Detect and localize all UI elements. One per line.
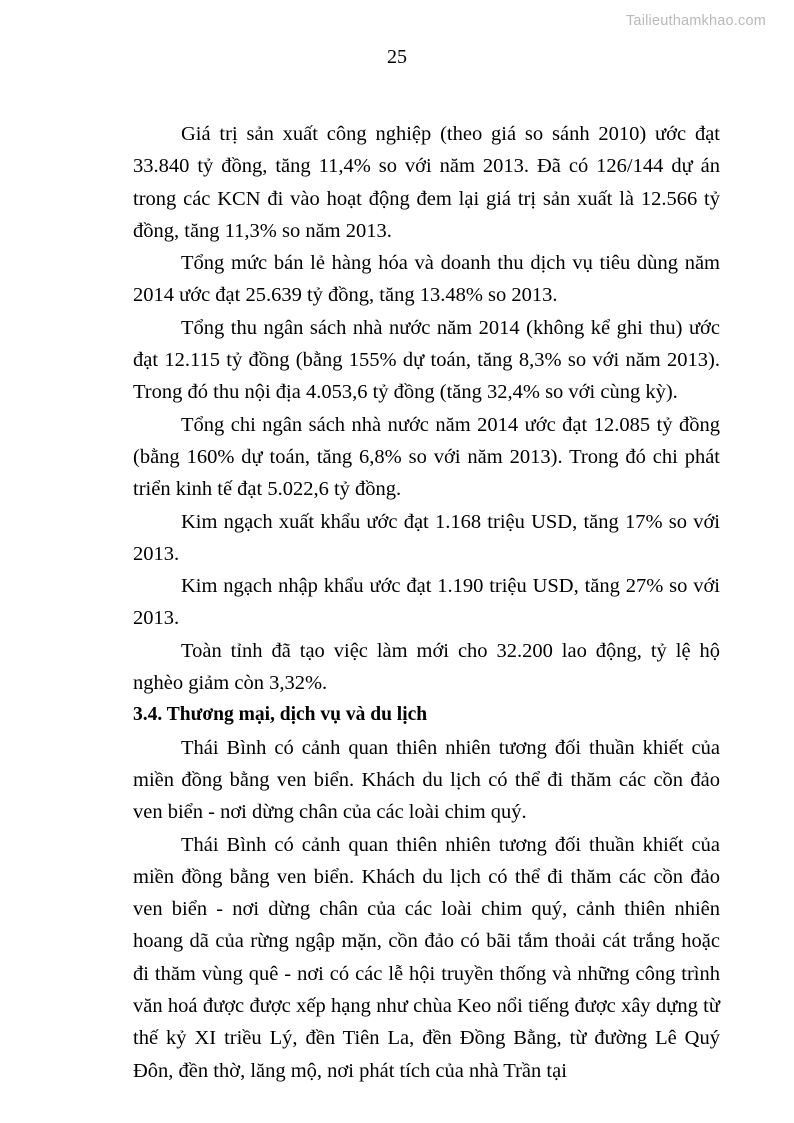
paragraph-industrial-output: Giá trị sản xuất công nghiệp (theo giá so sánh 2010) ước đạt 33.840 tỷ đồng, tăng 11,4% so với năm 2013. Đã có 126/144 dự án trong các KCN đi vào hoạt động đem lại giá trị sản xuất là 12.566 tỷ đồng, tăng 11,3% so năm 2013. bbox=[133, 123, 720, 242]
paragraph-state-budget-expenditure: Tổng chi ngân sách nhà nước năm 2014 ước đạt 12.085 tỷ đồng (bằng 160% dự toán, tăng 6,8% so với năm 2013). Trong đó chi phát triển kinh tế đạt 5.022,6 tỷ đồng. bbox=[133, 413, 720, 501]
paragraph-state-budget-revenue: Tổng thu ngân sách nhà nước năm 2014 (không kể ghi thu) ước đạt 12.115 tỷ đồng (bằng 155% dự toán, tăng 8,3% so với năm 2013). Trong đó thu nội địa 4.053,6 tỷ đồng (tăng 32,4% so với cùng kỳ). bbox=[133, 316, 720, 404]
paragraph-tourism-detail: Thái Bình có cảnh quan thiên nhiên tương đối thuần khiết của miền đồng bằng ven biển. Khách du lịch có thể đi thăm các cồn đảo ven biển - nơi dừng chân của các loài chim quý, cảnh thiên nhiên hoang dã của rừng ngập mặn, cồn đảo có bãi tắm thoải cát trắng hoặc đi thăm vùng quê - nơi có các lễ hội truyền thống và những công trình văn hoá được được xếp hạng như chùa Keo nổi tiếng được xây dựng từ thế kỷ XI triều Lý, đền Tiên La, đền Đồng Bằng, từ đường Lê Quý Đôn, đền thờ, lăng mộ, nơi phát tích của nhà Trần tại bbox=[133, 833, 720, 1082]
paragraph-employment-poverty: Toàn tỉnh đã tạo việc làm mới cho 32.200 lao động, tỷ lệ hộ nghèo giảm còn 3,32%. bbox=[133, 639, 720, 695]
document-body bbox=[133, 118, 720, 1087]
paragraph-retail-revenue: Tổng mức bán lẻ hàng hóa và doanh thu dịch vụ tiêu dùng năm 2014 ước đạt 25.639 tỷ đồng, tăng 13.48% so 2013. bbox=[133, 252, 720, 307]
page-number: 25 bbox=[387, 46, 407, 68]
site-watermark: Tailieuthamkhao.com bbox=[625, 13, 766, 29]
paragraph-export-turnover: Kim ngạch xuất khẩu ước đạt 1.168 triệu USD, tăng 17% so với 2013. bbox=[133, 510, 720, 565]
heading-section-3-4: 3.4. Thương mại, dịch vụ và du lịch bbox=[133, 704, 428, 726]
paragraph-import-turnover: Kim ngạch nhập khẩu ước đạt 1.190 triệu USD, tăng 27% so với 2013. bbox=[133, 575, 720, 630]
paragraph-tourism-intro: Thái Bình có cảnh quan thiên nhiên tương đối thuần khiết của miền đồng bằng ven biển. Khách du lịch có thể đi thăm các cồn đảo ven biển - nơi dừng chân của các loài chim quý. bbox=[133, 736, 720, 824]
